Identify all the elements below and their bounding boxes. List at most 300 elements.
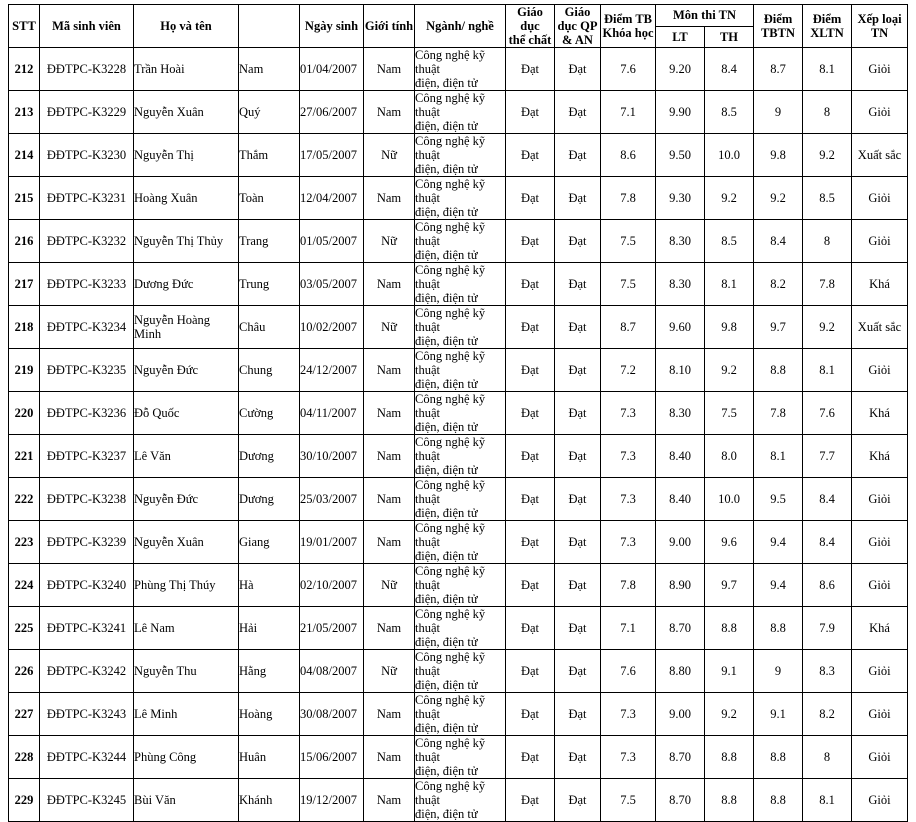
cell-graduation-classification-score: 8.4 xyxy=(803,521,852,564)
cell-stt: 213 xyxy=(9,91,40,134)
cell-full-name: Nguyễn Đức xyxy=(134,349,239,392)
cell-graduation-classification-score: 8 xyxy=(803,220,852,263)
cell-stt: 212 xyxy=(9,48,40,91)
cell-full-name: Lê Minh xyxy=(134,693,239,736)
cell-birth-date: 24/12/2007 xyxy=(300,349,364,392)
cell-practice-score: 9.2 xyxy=(705,693,754,736)
cell-graduation-average: 8.8 xyxy=(754,779,803,822)
cell-stt: 226 xyxy=(9,650,40,693)
cell-gender: Nam xyxy=(364,177,415,220)
cell-course-average: 8.6 xyxy=(601,134,656,177)
cell-birth-date: 30/08/2007 xyxy=(300,693,364,736)
col-header-physical-education-line1: Giáo dục xyxy=(517,5,543,33)
cell-gender: Nam xyxy=(364,48,415,91)
cell-defense-education: Đạt xyxy=(555,478,601,521)
cell-stt: 218 xyxy=(9,306,40,349)
col-header-physical-education-line2: thể chất xyxy=(508,33,552,47)
cell-graduation-average: 7.8 xyxy=(754,392,803,435)
cell-practice-score: 8.8 xyxy=(705,779,754,822)
cell-graduation-average: 8.8 xyxy=(754,349,803,392)
cell-practice-score: 8.4 xyxy=(705,48,754,91)
cell-major xyxy=(415,177,506,220)
cell-major-line1: Công nghệ kỹ thuật xyxy=(415,650,486,678)
cell-birth-date: 04/08/2007 xyxy=(300,650,364,693)
cell-major-line2: điện, điện tử xyxy=(415,635,478,649)
cell-graduation-rank: Giỏi xyxy=(852,48,908,91)
col-header-given-name xyxy=(239,5,300,48)
cell-full-name: Dương Đức xyxy=(134,263,239,306)
cell-course-average: 7.5 xyxy=(601,220,656,263)
cell-major-line2: điện, điện tử xyxy=(415,119,478,133)
cell-defense-education: Đạt xyxy=(555,779,601,822)
cell-graduation-classification-score: 8 xyxy=(803,736,852,779)
cell-given-name: Trung xyxy=(239,263,300,306)
cell-major-line1: Công nghệ kỹ thuật xyxy=(415,134,486,162)
document-page xyxy=(0,4,916,821)
cell-full-name: Nguyễn Đức xyxy=(134,478,239,521)
cell-major-line2: điện, điện tử xyxy=(415,162,478,176)
cell-practice-score: 8.8 xyxy=(705,736,754,779)
cell-defense-education: Đạt xyxy=(555,607,601,650)
table-row xyxy=(9,693,908,736)
cell-gender: Nữ xyxy=(364,220,415,263)
cell-course-average: 7.2 xyxy=(601,349,656,392)
cell-birth-date: 19/12/2007 xyxy=(300,779,364,822)
cell-defense-education: Đạt xyxy=(555,435,601,478)
cell-major-line2: điện, điện tử xyxy=(415,205,478,219)
cell-defense-education: Đạt xyxy=(555,736,601,779)
cell-practice-score: 9.7 xyxy=(705,564,754,607)
cell-given-name: Giang xyxy=(239,521,300,564)
cell-major-line1: Công nghệ kỹ thuật xyxy=(415,91,486,119)
cell-student-id: ĐĐTPC-K3241 xyxy=(40,607,134,650)
cell-birth-date: 10/02/2007 xyxy=(300,306,364,349)
cell-given-name: Khánh xyxy=(239,779,300,822)
cell-graduation-average: 9.4 xyxy=(754,521,803,564)
col-header-physical-education xyxy=(506,5,555,48)
cell-physical-education: Đạt xyxy=(506,392,555,435)
cell-graduation-average: 9.2 xyxy=(754,177,803,220)
cell-major xyxy=(415,564,506,607)
cell-stt: 219 xyxy=(9,349,40,392)
cell-student-id: ĐĐTPC-K3233 xyxy=(40,263,134,306)
cell-full-name: Phùng Thị Thúy xyxy=(134,564,239,607)
cell-student-id: ĐĐTPC-K3230 xyxy=(40,134,134,177)
cell-major-line2: điện, điện tử xyxy=(415,549,478,563)
table-row xyxy=(9,736,908,779)
cell-defense-education: Đạt xyxy=(555,521,601,564)
graduation-results-table xyxy=(8,4,908,822)
cell-graduation-average: 8.4 xyxy=(754,220,803,263)
cell-given-name: Hoàng xyxy=(239,693,300,736)
cell-physical-education: Đạt xyxy=(506,306,555,349)
cell-graduation-classification-score: 8.3 xyxy=(803,650,852,693)
cell-course-average: 8.7 xyxy=(601,306,656,349)
table-row xyxy=(9,779,908,822)
cell-gender: Nam xyxy=(364,91,415,134)
cell-theory-score: 9.90 xyxy=(656,91,705,134)
cell-graduation-classification-score: 9.2 xyxy=(803,134,852,177)
cell-defense-education: Đạt xyxy=(555,263,601,306)
cell-physical-education: Đạt xyxy=(506,48,555,91)
cell-given-name: Hải xyxy=(239,607,300,650)
col-header-practice: TH xyxy=(705,26,754,48)
table-row xyxy=(9,263,908,306)
cell-birth-date: 30/10/2007 xyxy=(300,435,364,478)
cell-course-average: 7.3 xyxy=(601,736,656,779)
cell-full-name: Đỗ Quốc xyxy=(134,392,239,435)
col-header-course-average-line1: Điểm TB xyxy=(603,12,653,26)
cell-given-name: Toàn xyxy=(239,177,300,220)
cell-graduation-classification-score: 8.1 xyxy=(803,349,852,392)
cell-practice-score: 8.1 xyxy=(705,263,754,306)
col-header-graduation-exams: Môn thi TN xyxy=(656,5,754,27)
cell-graduation-rank: Khá xyxy=(852,263,908,306)
cell-given-name: Huân xyxy=(239,736,300,779)
cell-major xyxy=(415,134,506,177)
cell-given-name: Cường xyxy=(239,392,300,435)
table-row xyxy=(9,607,908,650)
cell-defense-education: Đạt xyxy=(555,48,601,91)
col-header-major: Ngành/ nghề xyxy=(415,5,506,48)
cell-given-name: Dương xyxy=(239,478,300,521)
cell-graduation-average: 9 xyxy=(754,650,803,693)
cell-graduation-classification-score: 8.1 xyxy=(803,779,852,822)
cell-major xyxy=(415,392,506,435)
cell-stt: 229 xyxy=(9,779,40,822)
cell-major-line1: Công nghệ kỹ thuật xyxy=(415,736,486,764)
cell-major-line1: Công nghệ kỹ thuật xyxy=(415,478,486,506)
cell-physical-education: Đạt xyxy=(506,693,555,736)
cell-course-average: 7.6 xyxy=(601,48,656,91)
table-row xyxy=(9,478,908,521)
cell-practice-score: 9.1 xyxy=(705,650,754,693)
col-header-defense-education-line1: Giáo xyxy=(564,5,591,19)
cell-major-line2: điện, điện tử xyxy=(415,334,478,348)
cell-defense-education: Đạt xyxy=(555,693,601,736)
cell-graduation-classification-score: 8.2 xyxy=(803,693,852,736)
cell-gender: Nữ xyxy=(364,650,415,693)
cell-theory-score: 8.10 xyxy=(656,349,705,392)
table-row xyxy=(9,220,908,263)
cell-course-average: 7.1 xyxy=(601,607,656,650)
cell-gender: Nữ xyxy=(364,564,415,607)
cell-physical-education: Đạt xyxy=(506,91,555,134)
cell-graduation-rank: Giỏi xyxy=(852,779,908,822)
cell-physical-education: Đạt xyxy=(506,478,555,521)
col-header-graduation-rank-line1: Xếp loại xyxy=(857,12,902,26)
col-header-graduation-classification-score-line1: Điểm xyxy=(812,12,842,26)
col-header-student-id: Mã sinh viên xyxy=(40,5,134,48)
cell-birth-date: 01/05/2007 xyxy=(300,220,364,263)
cell-graduation-classification-score: 7.8 xyxy=(803,263,852,306)
cell-major-line2: điện, điện tử xyxy=(415,420,478,434)
cell-graduation-average: 8.1 xyxy=(754,435,803,478)
cell-physical-education: Đạt xyxy=(506,134,555,177)
cell-practice-score: 9.2 xyxy=(705,349,754,392)
cell-birth-date: 27/06/2007 xyxy=(300,91,364,134)
cell-major xyxy=(415,91,506,134)
cell-birth-date: 25/03/2007 xyxy=(300,478,364,521)
cell-graduation-average: 9.8 xyxy=(754,134,803,177)
cell-stt: 215 xyxy=(9,177,40,220)
cell-graduation-average: 8.8 xyxy=(754,607,803,650)
cell-student-id: ĐĐTPC-K3229 xyxy=(40,91,134,134)
col-header-defense-education-line2: dục QP xyxy=(557,19,598,33)
cell-birth-date: 04/11/2007 xyxy=(300,392,364,435)
cell-graduation-classification-score: 8.4 xyxy=(803,478,852,521)
cell-defense-education: Đạt xyxy=(555,177,601,220)
cell-major-line1: Công nghệ kỹ thuật xyxy=(415,220,486,248)
cell-given-name: Nam xyxy=(239,48,300,91)
cell-defense-education: Đạt xyxy=(555,134,601,177)
cell-physical-education: Đạt xyxy=(506,349,555,392)
cell-theory-score: 8.70 xyxy=(656,779,705,822)
cell-gender: Nam xyxy=(364,263,415,306)
cell-practice-score: 8.8 xyxy=(705,607,754,650)
cell-major xyxy=(415,349,506,392)
cell-graduation-rank: Giỏi xyxy=(852,736,908,779)
cell-major xyxy=(415,48,506,91)
cell-graduation-average: 9.7 xyxy=(754,306,803,349)
cell-student-id: ĐĐTPC-K3242 xyxy=(40,650,134,693)
col-header-graduation-average-line2: TBTN xyxy=(760,26,796,40)
table-row xyxy=(9,521,908,564)
cell-physical-education: Đạt xyxy=(506,220,555,263)
cell-gender: Nam xyxy=(364,435,415,478)
cell-major-line2: điện, điện tử xyxy=(415,506,478,520)
cell-course-average: 7.1 xyxy=(601,91,656,134)
cell-graduation-classification-score: 8 xyxy=(803,91,852,134)
cell-birth-date: 01/04/2007 xyxy=(300,48,364,91)
cell-practice-score: 9.2 xyxy=(705,177,754,220)
cell-graduation-average: 8.2 xyxy=(754,263,803,306)
cell-birth-date: 19/01/2007 xyxy=(300,521,364,564)
cell-given-name: Trang xyxy=(239,220,300,263)
cell-gender: Nữ xyxy=(364,306,415,349)
cell-defense-education: Đạt xyxy=(555,650,601,693)
cell-major-line2: điện, điện tử xyxy=(415,463,478,477)
cell-stt: 224 xyxy=(9,564,40,607)
cell-birth-date: 17/05/2007 xyxy=(300,134,364,177)
cell-graduation-average: 9.4 xyxy=(754,564,803,607)
table-row xyxy=(9,134,908,177)
cell-stt: 220 xyxy=(9,392,40,435)
cell-course-average: 7.5 xyxy=(601,263,656,306)
cell-graduation-classification-score: 9.2 xyxy=(803,306,852,349)
cell-course-average: 7.5 xyxy=(601,779,656,822)
cell-stt: 214 xyxy=(9,134,40,177)
cell-major-line1: Công nghệ kỹ thuật xyxy=(415,306,486,334)
cell-course-average: 7.8 xyxy=(601,564,656,607)
cell-major xyxy=(415,693,506,736)
cell-theory-score: 8.30 xyxy=(656,263,705,306)
cell-graduation-average: 8.8 xyxy=(754,736,803,779)
cell-graduation-rank: Giỏi xyxy=(852,693,908,736)
cell-major xyxy=(415,220,506,263)
cell-major xyxy=(415,263,506,306)
cell-given-name: Dương xyxy=(239,435,300,478)
cell-physical-education: Đạt xyxy=(506,779,555,822)
cell-given-name: Quý xyxy=(239,91,300,134)
cell-theory-score: 8.40 xyxy=(656,478,705,521)
cell-defense-education: Đạt xyxy=(555,306,601,349)
cell-practice-score: 7.5 xyxy=(705,392,754,435)
cell-student-id: ĐĐTPC-K3238 xyxy=(40,478,134,521)
cell-gender: Nam xyxy=(364,478,415,521)
table-row xyxy=(9,564,908,607)
cell-given-name: Hằng xyxy=(239,650,300,693)
cell-given-name: Hà xyxy=(239,564,300,607)
table-row xyxy=(9,306,908,349)
cell-major xyxy=(415,478,506,521)
cell-graduation-rank: Khá xyxy=(852,607,908,650)
cell-graduation-classification-score: 8.6 xyxy=(803,564,852,607)
cell-theory-score: 9.30 xyxy=(656,177,705,220)
col-header-theory: LT xyxy=(656,26,705,48)
cell-major xyxy=(415,650,506,693)
cell-birth-date: 21/05/2007 xyxy=(300,607,364,650)
cell-birth-date: 12/04/2007 xyxy=(300,177,364,220)
cell-defense-education: Đạt xyxy=(555,392,601,435)
cell-birth-date: 15/06/2007 xyxy=(300,736,364,779)
cell-theory-score: 9.00 xyxy=(656,693,705,736)
cell-full-name: Phùng Công xyxy=(134,736,239,779)
cell-student-id: ĐĐTPC-K3244 xyxy=(40,736,134,779)
cell-graduation-rank: Giỏi xyxy=(852,349,908,392)
cell-gender: Nam xyxy=(364,349,415,392)
cell-stt: 228 xyxy=(9,736,40,779)
cell-major-line2: điện, điện tử xyxy=(415,764,478,778)
cell-full-name: Nguyễn Xuân xyxy=(134,521,239,564)
cell-theory-score: 9.20 xyxy=(656,48,705,91)
cell-major xyxy=(415,306,506,349)
cell-student-id: ĐĐTPC-K3228 xyxy=(40,48,134,91)
cell-major-line1: Công nghệ kỹ thuật xyxy=(415,693,486,721)
col-header-birth-date: Ngày sinh xyxy=(300,5,364,48)
cell-full-name: Bùi Văn xyxy=(134,779,239,822)
cell-defense-education: Đạt xyxy=(555,564,601,607)
cell-physical-education: Đạt xyxy=(506,564,555,607)
col-header-graduation-classification-score-line2: XLTN xyxy=(810,26,844,40)
col-header-defense-education-line3: & AN xyxy=(562,33,593,47)
cell-birth-date: 03/05/2007 xyxy=(300,263,364,306)
cell-student-id: ĐĐTPC-K3236 xyxy=(40,392,134,435)
cell-stt: 216 xyxy=(9,220,40,263)
col-header-course-average xyxy=(601,5,656,48)
cell-graduation-rank: Xuất sắc xyxy=(852,306,908,349)
cell-stt: 221 xyxy=(9,435,40,478)
cell-major-line1: Công nghệ kỹ thuật xyxy=(415,779,486,807)
cell-student-id: ĐĐTPC-K3234 xyxy=(40,306,134,349)
col-header-graduation-average-line1: Điểm xyxy=(763,12,793,26)
cell-student-id: ĐĐTPC-K3245 xyxy=(40,779,134,822)
cell-gender: Nam xyxy=(364,779,415,822)
cell-graduation-average: 9.5 xyxy=(754,478,803,521)
cell-practice-score: 9.6 xyxy=(705,521,754,564)
cell-student-id: ĐĐTPC-K3235 xyxy=(40,349,134,392)
table-body xyxy=(9,48,908,822)
cell-stt: 217 xyxy=(9,263,40,306)
cell-major-line2: điện, điện tử xyxy=(415,678,478,692)
cell-theory-score: 8.80 xyxy=(656,650,705,693)
col-header-graduation-classification-score xyxy=(803,5,852,48)
cell-graduation-classification-score: 7.6 xyxy=(803,392,852,435)
cell-theory-score: 9.60 xyxy=(656,306,705,349)
cell-major-line2: điện, điện tử xyxy=(415,592,478,606)
cell-gender: Nam xyxy=(364,693,415,736)
cell-graduation-rank: Khá xyxy=(852,435,908,478)
cell-gender: Nam xyxy=(364,521,415,564)
cell-defense-education: Đạt xyxy=(555,91,601,134)
cell-stt: 223 xyxy=(9,521,40,564)
cell-graduation-rank: Khá xyxy=(852,392,908,435)
cell-major-line2: điện, điện tử xyxy=(415,721,478,735)
cell-major-line2: điện, điện tử xyxy=(415,377,478,391)
cell-course-average: 7.3 xyxy=(601,693,656,736)
cell-theory-score: 8.70 xyxy=(656,736,705,779)
cell-major-line1: Công nghệ kỹ thuật xyxy=(415,564,486,592)
cell-graduation-rank: Giỏi xyxy=(852,220,908,263)
cell-full-name: Lê Văn xyxy=(134,435,239,478)
cell-major xyxy=(415,607,506,650)
cell-full-name: Nguyễn Thu xyxy=(134,650,239,693)
cell-course-average: 7.8 xyxy=(601,177,656,220)
cell-physical-education: Đạt xyxy=(506,736,555,779)
cell-major-line1: Công nghệ kỹ thuật xyxy=(415,435,486,463)
cell-full-name: Lê Nam xyxy=(134,607,239,650)
cell-defense-education: Đạt xyxy=(555,220,601,263)
cell-full-name: Nguyễn Xuân xyxy=(134,91,239,134)
cell-graduation-rank: Giỏi xyxy=(852,478,908,521)
cell-major xyxy=(415,435,506,478)
header-row-1 xyxy=(9,5,908,27)
cell-major-line2: điện, điện tử xyxy=(415,291,478,305)
cell-graduation-classification-score: 8.5 xyxy=(803,177,852,220)
cell-major-line1: Công nghệ kỹ thuật xyxy=(415,521,486,549)
cell-stt: 225 xyxy=(9,607,40,650)
cell-major-line1: Công nghệ kỹ thuật xyxy=(415,607,486,635)
col-header-gender: Giới tính xyxy=(364,5,415,48)
table-row xyxy=(9,435,908,478)
cell-theory-score: 8.70 xyxy=(656,607,705,650)
cell-student-id: ĐĐTPC-K3237 xyxy=(40,435,134,478)
cell-course-average: 7.3 xyxy=(601,521,656,564)
col-header-stt: STT xyxy=(9,5,40,48)
cell-practice-score: 9.8 xyxy=(705,306,754,349)
cell-full-name: Trần Hoài xyxy=(134,48,239,91)
col-header-graduation-rank xyxy=(852,5,908,48)
cell-full-name: Nguyễn Hoàng Minh xyxy=(134,306,239,349)
cell-practice-score: 8.5 xyxy=(705,220,754,263)
cell-course-average: 7.6 xyxy=(601,650,656,693)
cell-major xyxy=(415,736,506,779)
table-row xyxy=(9,349,908,392)
cell-given-name: Chung xyxy=(239,349,300,392)
cell-major-line2: điện, điện tử xyxy=(415,248,478,262)
table-row xyxy=(9,650,908,693)
table-header xyxy=(9,5,908,48)
cell-given-name: Thắm xyxy=(239,134,300,177)
cell-major-line1: Công nghệ kỹ thuật xyxy=(415,263,486,291)
cell-graduation-average: 9.1 xyxy=(754,693,803,736)
cell-given-name: Châu xyxy=(239,306,300,349)
cell-student-id: ĐĐTPC-K3243 xyxy=(40,693,134,736)
cell-physical-education: Đạt xyxy=(506,435,555,478)
cell-theory-score: 8.40 xyxy=(656,435,705,478)
cell-defense-education: Đạt xyxy=(555,349,601,392)
cell-physical-education: Đạt xyxy=(506,263,555,306)
